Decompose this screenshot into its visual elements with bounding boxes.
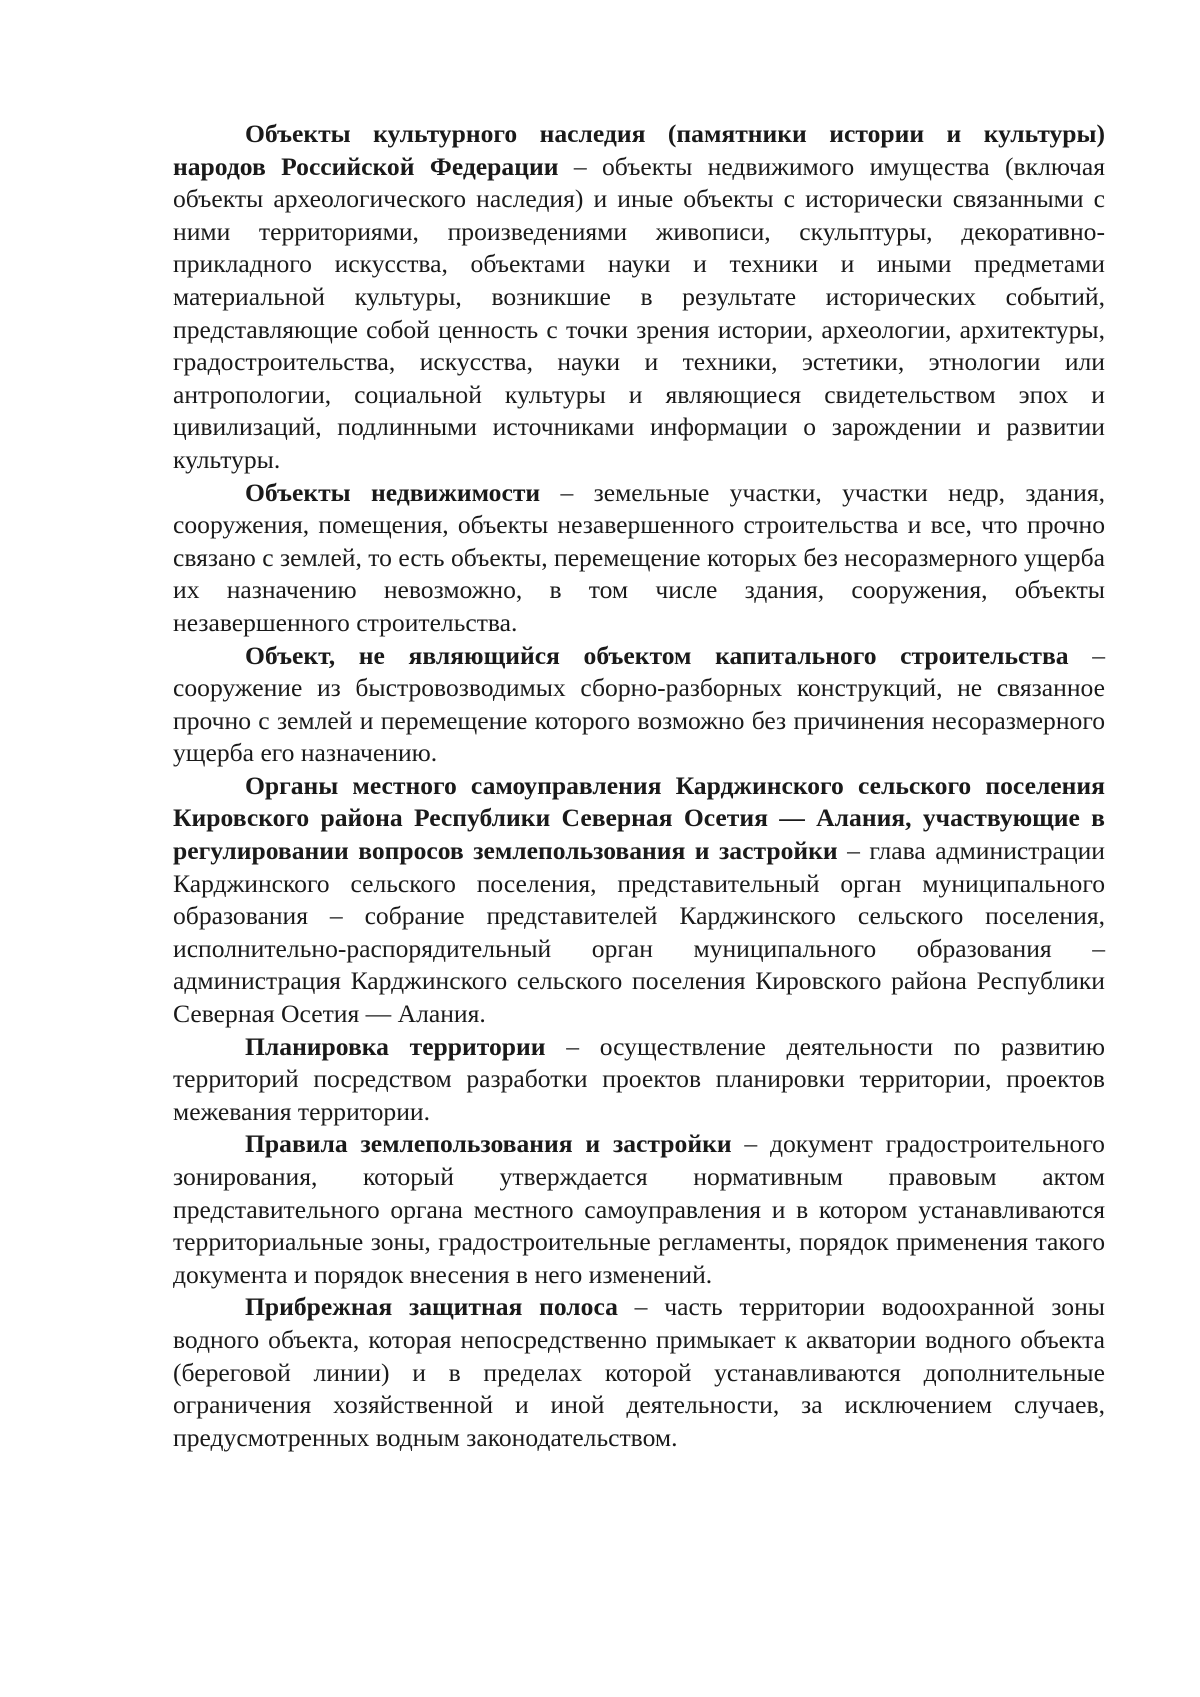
definition-paragraph-land-use-rules [173,1128,1105,1291]
defined-term: Объект, не являющийся объектом капитального строительства [245,640,1069,670]
definition-paragraph-real-estate [173,477,1105,640]
defined-term: Правила землепользования и застройки [245,1129,732,1159]
definition-paragraph-non-capital-object [173,640,1105,770]
definition-text: – сооружение из быстровозводимых сборно-разборных конструкций, не связанное прочно с землей и перемещение которого возможно без причинения несоразмерного ущерба его назначению. [173,640,1105,768]
document-page [173,118,1105,1454]
defined-term: Объекты недвижимости [245,477,541,507]
definition-text: – осуществление деятельности по развитию территорий посредством разработки проектов планировки территории, проектов межевания территории. [173,1031,1105,1126]
defined-term: Прибрежная защитная полоса [245,1292,618,1322]
definition-text: – документ градостроительного зонирования, который утверждается нормативным правовым актом представительного органа местного самоуправления и в котором устанавливаются территориальные зоны, градостроительные регламенты, порядок применения такого документа и порядок внесения в него изменений. [173,1129,1105,1289]
defined-term: Органы местного самоуправления Карджинского сельского поселения Кировского района Республики Северная Осетия — Алания, участвующие в регулировании вопросов землепользования и застройки [173,770,1105,866]
definition-text: – объекты недвижимого имущества (включая объекты археологического наследия) и иные объекты с исторически связанными с ними территориями, произведениями живописи, скульптуры, декоративно-прикладного искусства, объектами науки и техники и иными предметами материальной культуры, возникшие в результате исторических событий, представляющие собой ценность с точки зрения истории, археологии, архитектуры, градостроительства, искусства, науки и техники, эстетики, этнологии или антропологии, социальной культуры и являющиеся свидетельством эпох и цивилизаций, подлинными источниками информации о зарождении и развитии культуры. [173,151,1105,474]
defined-term: Объекты культурного наследия (памятники истории и культуры) народов Российской Федерации [173,119,1105,181]
definition-text: – земельные участки, участки недр, здания, сооружения, помещения, объекты незавершенного строительства и все, что прочно связано с землей, то есть объекты, перемещение которых без несоразмерного ущерба их назначению невозможно, в том числе здания, сооружения, объекты незавершенного строительства. [173,477,1105,637]
definition-paragraph-coastal-protection-strip [173,1291,1105,1454]
definition-text: – глава администрации Карджинского сельского поселения, представительный орган муниципального образования – собрание представителей Карджинского сельского поселения, исполнительно-распорядительный орган муниципального образования – администрация Карджинского сельского поселения Кировского района Республики Северная Осетия — Алания. [173,836,1105,1029]
definition-paragraph-cultural-heritage [173,118,1105,477]
definition-paragraph-territory-planning [173,1031,1105,1129]
defined-term: Планировка территории [245,1031,546,1061]
definition-paragraph-local-government [173,770,1105,1031]
definition-text: – часть территории водоохранной зоны водного объекта, которая непосредственно примыкает к акватории водного объекта (береговой линии) и в пределах которой устанавливаются дополнительные ограничения хозяйственной и иной деятельности, за исключением случаев, предусмотренных водным законодательством. [173,1292,1105,1452]
